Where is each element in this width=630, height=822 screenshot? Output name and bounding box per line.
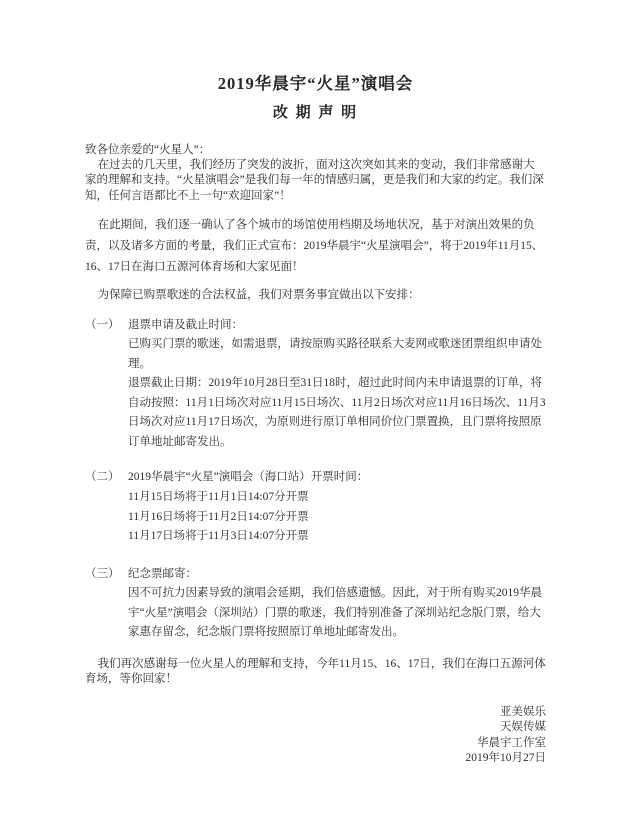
section-refund-paragraph: 退票截止日期：2019年10月28日至31日18时，超过此时间内未申请退票的订单，将自动按照：11月1日场次对应11月15日场次、11月2日场次对应11月16日场次、11月3日场次对应11月17日场次，为原则进行原订单相同价位门票置换，且门票将按照原订单地址邮寄发出。 xyxy=(128,377,546,448)
section-onsale-label: （二） xyxy=(85,471,120,484)
signature-date: 2019年10月27日 xyxy=(465,751,546,764)
section-refund-paragraph: 已购买门票的歌迷，如需退票，请按原购买路径联系大麦网或歌迷团票组织申请处理。 xyxy=(128,338,542,370)
signature-line: 天娱传媒 xyxy=(500,721,546,734)
onsale-time-line: 11月15日场将于11月1日14:07分开票 xyxy=(128,491,309,504)
signature-block xyxy=(85,705,546,766)
signature-line: 华晨宇工作室 xyxy=(477,736,546,749)
signature-line: 亚美娱乐 xyxy=(500,706,546,719)
section-onsale-times xyxy=(85,468,546,546)
section-refund-body xyxy=(128,316,546,453)
section-refund xyxy=(85,316,546,453)
section-souvenir-heading: 纪念票邮寄： xyxy=(128,567,197,580)
section-refund-heading: 退票申请及截止时间： xyxy=(128,318,243,331)
section-onsale-body xyxy=(128,468,546,546)
reschedule-announcement-paragraph: 在此期间，我们逐一确认了各个城市的场馆使用档期及场地状况，基于对演出效果的负责，以及诸多方面的考量，我们正式宣布：2019华晨宇“火星演唱会”，将于2019年11月15、16、17日在海口五源河体育场和大家见面！ xyxy=(85,218,544,274)
ticket-arrangement-lead: 为保障已购票歌迷的合法权益，我们对票务事宜做出以下安排： xyxy=(97,289,420,302)
closing-paragraph: 我们再次感谢每一位火星人的理解和支持，今年11月15、16、17日，我们在海口五源河体育场，等你回家！ xyxy=(85,657,546,686)
section-souvenir-paragraph: 因不可抗力因素导致的演唱会延期，我们倍感遗憾。因此，对于所有购买2019华晨宇“火星”演唱会（深圳站）门票的歌迷，我们特别准备了深圳站纪念版门票，给大家惠存留念，纪念版门票将按照原订单地址邮寄发出。 xyxy=(128,587,542,639)
intro-block xyxy=(85,143,546,204)
salutation: 致各位亲爱的“火星人”： xyxy=(85,144,211,156)
onsale-time-line: 11月17日场将于11月3日14:07分开票 xyxy=(128,530,309,543)
document-title: 2019华晨宇“火星”演唱会 xyxy=(217,74,414,93)
intro-paragraph: 在过去的几天里，我们经历了突发的波折，面对这次突如其来的变动，我们非常感谢大家的理解和支持。“火星演唱会”是我们每一年的情感归属，更是我们和大家的约定。我们深知，任何言语都比不上一句“欢迎回家”！ xyxy=(85,159,544,202)
section-refund-label: （一） xyxy=(85,318,120,331)
document-subtitle: 改 期 声 明 xyxy=(272,105,359,121)
onsale-time-line: 11月16日场将于11月2日14:07分开票 xyxy=(128,510,309,523)
section-souvenir-body xyxy=(128,565,546,643)
section-souvenir-ticket xyxy=(85,565,546,643)
section-onsale-heading: 2019华晨宇“火星”演唱会（海口站）开票时间： xyxy=(128,471,369,484)
section-souvenir-label: （三） xyxy=(85,567,120,580)
